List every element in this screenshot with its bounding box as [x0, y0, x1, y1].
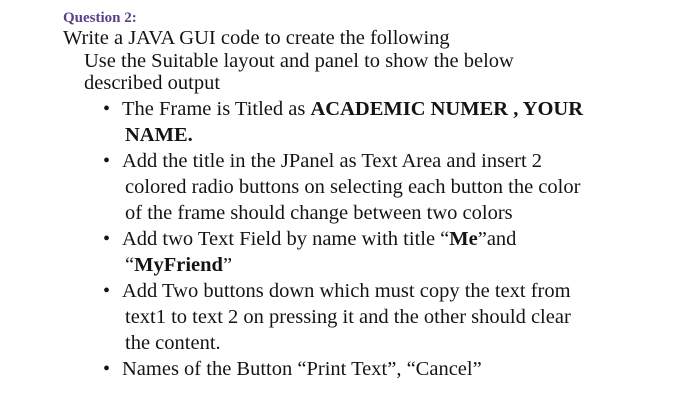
- requirement-line: [122, 122, 583, 148]
- requirement-item: [103, 96, 583, 148]
- requirement-text: “: [125, 254, 135, 276]
- requirement-text: text1 to text 2 on pressing it and the other should clear: [125, 306, 571, 328]
- requirement-item: [103, 356, 583, 382]
- requirement-text: the content.: [125, 332, 221, 354]
- requirement-line: [122, 174, 583, 200]
- requirement-text: Names of the Button “Print Text”, “Cancel”: [122, 358, 482, 380]
- requirement-line: [122, 356, 583, 382]
- requirement-line: [122, 200, 583, 226]
- bullet-icon: •: [103, 98, 111, 120]
- emphasized-text: NAME.: [125, 124, 193, 146]
- requirement-line: [122, 304, 583, 330]
- requirement-item: [103, 226, 583, 278]
- requirement-item: [103, 278, 583, 356]
- requirement-line: [122, 96, 583, 122]
- requirement-line: [122, 226, 583, 252]
- requirement-text: ”: [222, 254, 233, 276]
- question-label: Question 2:: [63, 10, 137, 26]
- emphasized-text: ACADEMIC NUMER , YOUR: [310, 98, 584, 120]
- question-subtext: [84, 50, 514, 94]
- requirement-item: [103, 148, 583, 226]
- bullet-icon: •: [103, 358, 111, 380]
- requirement-line: [122, 330, 583, 356]
- question-subtext-line: Use the Suitable layout and panel to show the below: [84, 50, 514, 72]
- requirement-line: [122, 278, 583, 304]
- requirements-list: [103, 96, 583, 382]
- question-intro: Write a JAVA GUI code to create the following: [63, 27, 450, 49]
- emphasized-text: Me: [449, 228, 478, 250]
- requirement-text: Add two Text Field by name with title “: [122, 228, 450, 250]
- requirement-line: [122, 252, 583, 278]
- bullet-icon: •: [103, 150, 111, 172]
- requirement-text: Add Two buttons down which must copy the text from: [122, 280, 571, 302]
- requirement-text: of the frame should change between two colors: [125, 202, 513, 224]
- bullet-icon: •: [103, 280, 111, 302]
- requirement-text: The Frame is Titled as: [122, 98, 311, 120]
- requirement-text: colored radio buttons on selecting each button the color: [125, 176, 581, 198]
- emphasized-text: MyFriend: [134, 254, 223, 276]
- bullet-icon: •: [103, 228, 111, 250]
- requirement-text: ”and: [477, 228, 517, 250]
- question-subtext-line: described output: [84, 72, 221, 94]
- requirement-text: Add the title in the JPanel as Text Area and insert 2: [122, 150, 543, 172]
- requirement-line: [122, 148, 583, 174]
